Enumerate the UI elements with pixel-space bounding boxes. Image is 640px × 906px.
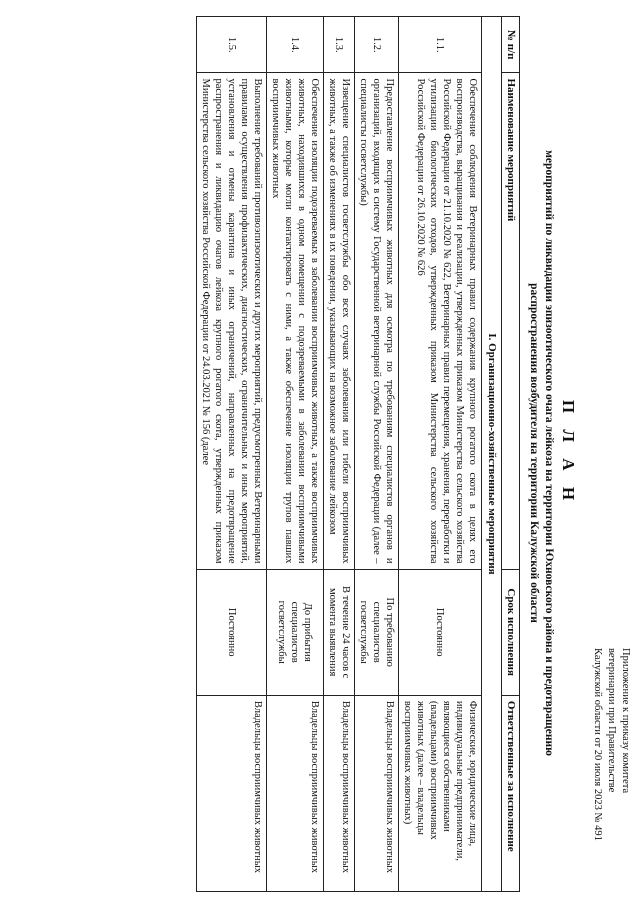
document-subtitle <box>526 40 556 866</box>
row-name: Предоставление восприимчивых животных для осмотра по требованиям специалистов органов и организаций, входящих в систему Государственной ветеринарной службы Российской Федерации (далее – специалисты госветслужбы) <box>355 73 399 569</box>
row-name: Обеспечение изоляции подозреваемых в заболевании восприимчивых животных, а также восприимчивых животных, находившихся в одном помещении с подозреваемыми в заболевании восприимчивыми животными, которые могли контактировать с ними, а также обеспечение изоляции трупов павших восприимчивых животных <box>267 73 324 569</box>
row-term: До прибытия специалистов госветслужбы <box>267 569 324 695</box>
document-title: П Л А Н <box>559 399 578 507</box>
row-name: Выполнение требований противоэпизоотических и других мероприятий, предусмотренных Ветеринарными правилами осуществления профилактических, диагностических, ограничительных и иных мероприятий, установления и отмены карантина и иных ограничений, направленных на предотвращение распространения и ликвидацию очагов лейкоза крупного рогатого скота, утвержденных приказом Министерства сельского хозяйства Российской Федерации от 24.03.2021 № 156 (далее <box>197 73 267 569</box>
section-title: I. Организационно-хозяйственные мероприятия <box>482 17 502 892</box>
row-responsible: Владельцы восприимчивых животных <box>197 695 267 891</box>
header-num: № п/п <box>502 17 520 73</box>
row-responsible: Физические, юридические лица, индивидуальные предприниматели, являющиеся собственниками (владельцами) восприимчивых животных (далее – владельцы восприимчивых животных) <box>399 695 482 891</box>
row-num: 1.2. <box>355 17 399 73</box>
header-term: Срок исполнения <box>502 569 520 695</box>
row-term: Постоянно <box>399 569 482 695</box>
table-header-row <box>502 17 520 892</box>
section-row <box>482 17 502 892</box>
annex-line-3: Калужской области от 20 июля 2023 № 491 <box>592 648 603 841</box>
row-responsible: Владельцы восприимчивых животных <box>324 695 355 891</box>
table-row <box>355 17 399 892</box>
header-name: Наименование мероприятий <box>502 73 520 569</box>
row-responsible: Владельцы восприимчивых животных <box>355 695 399 891</box>
row-num: 1.5. <box>197 17 267 73</box>
table-row <box>267 17 324 892</box>
annex-line-2: ветеринарии при Правительстве <box>606 648 617 793</box>
header-responsible: Ответственные за исполнение <box>502 695 520 891</box>
subtitle-line-1: мероприятий по ликвидации эпизоотического очага лейкоза на территории Юхновского района и предотвращению <box>543 150 555 756</box>
row-name: Обеспечение соблюдения Ветеринарных правил содержания крупного рогатого скота в целях его воспроизводства, выращивания и реализации, утвержденных приказом Министерства сельского хозяйства Российской Федерации от 21.10.2020 № 622, Ветеринарных правил перемещения, хранения, переработки и утилизации биологических отходов, утвержденных приказом Министерства сельского хозяйства Российской Федерации от 26.10.2020 № 626 <box>399 73 482 569</box>
row-num: 1.3. <box>324 17 355 73</box>
subtitle-line-2: распространения возбудителя на территории Калужской области <box>528 283 540 623</box>
row-term: По требованию специалистов госветслужбы <box>355 569 399 695</box>
annex-line-1: Приложение к приказу комитета <box>620 648 631 794</box>
annex-note <box>590 648 632 886</box>
row-term: Постоянно <box>197 569 267 695</box>
row-num: 1.4. <box>267 17 324 73</box>
row-term: В течение 24 часов с момента выявления <box>324 569 355 695</box>
table-row <box>324 17 355 892</box>
row-num: 1.1. <box>399 17 482 73</box>
measures-table <box>196 16 520 892</box>
table-row <box>197 17 267 892</box>
row-name: Извещение специалистов госветслужбы обо всех случаях заболевания или гибели восприимчивых животных, а также об изменениях в их поведении, указывающих на возможное заболевание лейкозом <box>324 73 355 569</box>
row-responsible: Владельцы восприимчивых животных <box>267 695 324 891</box>
table-row <box>399 17 482 892</box>
